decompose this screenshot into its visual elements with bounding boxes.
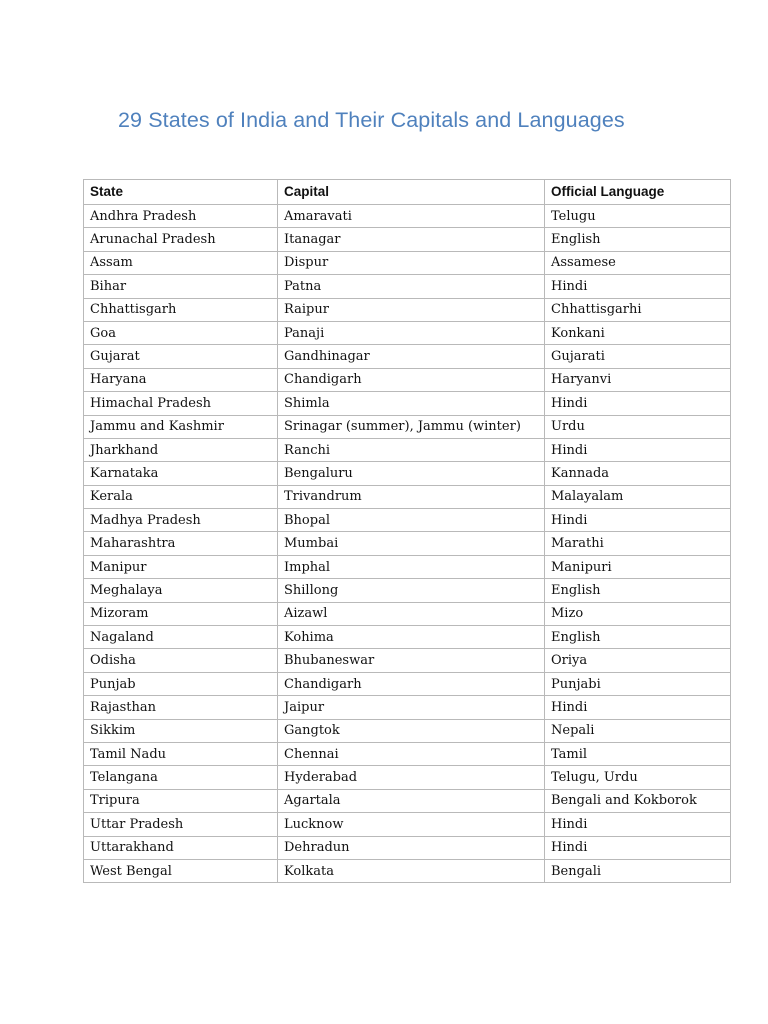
capital-cell: Chandigarh [278, 672, 545, 695]
state-cell: Chhattisgarh [84, 298, 278, 321]
table-row [84, 228, 731, 251]
capital-cell: Imphal [278, 555, 545, 578]
table-row [84, 368, 731, 391]
capital-cell: Hyderabad [278, 766, 545, 789]
capital-cell: Gandhinagar [278, 345, 545, 368]
state-cell: Gujarat [84, 345, 278, 368]
language-cell: Manipuri [545, 555, 731, 578]
table-row [84, 789, 731, 812]
state-cell: Madhya Pradesh [84, 509, 278, 532]
language-cell: Nepali [545, 719, 731, 742]
capital-cell: Kolkata [278, 859, 545, 882]
state-cell: Kerala [84, 485, 278, 508]
language-cell: Bengali [545, 859, 731, 882]
state-cell: Mizoram [84, 602, 278, 625]
table-row [84, 321, 731, 344]
language-cell: Hindi [545, 836, 731, 859]
capital-cell: Chandigarh [278, 368, 545, 391]
table-row [84, 836, 731, 859]
capital-cell: Panaji [278, 321, 545, 344]
language-cell: Haryanvi [545, 368, 731, 391]
state-cell: Rajasthan [84, 696, 278, 719]
capital-cell: Amaravati [278, 205, 545, 228]
table-row [84, 485, 731, 508]
table-row [84, 579, 731, 602]
table-row [84, 696, 731, 719]
table-row [84, 462, 731, 485]
language-cell: Urdu [545, 415, 731, 438]
header-official-language: Official Language [545, 180, 731, 205]
capital-cell: Lucknow [278, 813, 545, 836]
capital-cell: Agartala [278, 789, 545, 812]
table-row [84, 555, 731, 578]
states-table [83, 179, 731, 883]
language-cell: Hindi [545, 813, 731, 836]
table-row [84, 251, 731, 274]
table-row [84, 275, 731, 298]
capital-cell: Gangtok [278, 719, 545, 742]
language-cell: English [545, 228, 731, 251]
language-cell: Telugu, Urdu [545, 766, 731, 789]
state-cell: Meghalaya [84, 579, 278, 602]
page-title: 29 States of India and Their Capitals and Languages [118, 108, 625, 132]
state-cell: Punjab [84, 672, 278, 695]
table-row [84, 298, 731, 321]
table-row [84, 415, 731, 438]
capital-cell: Shimla [278, 392, 545, 415]
table-row [84, 742, 731, 765]
language-cell: Bengali and Kokborok [545, 789, 731, 812]
language-cell: Hindi [545, 438, 731, 461]
language-cell: English [545, 579, 731, 602]
language-cell: English [545, 626, 731, 649]
state-cell: Bihar [84, 275, 278, 298]
table-row [84, 438, 731, 461]
table-row [84, 602, 731, 625]
state-cell: Telangana [84, 766, 278, 789]
table-row [84, 345, 731, 368]
capital-cell: Raipur [278, 298, 545, 321]
capital-cell: Dehradun [278, 836, 545, 859]
state-cell: Arunachal Pradesh [84, 228, 278, 251]
table-row [84, 766, 731, 789]
language-cell: Punjabi [545, 672, 731, 695]
capital-cell: Patna [278, 275, 545, 298]
capital-cell: Shillong [278, 579, 545, 602]
state-cell: Goa [84, 321, 278, 344]
capital-cell: Chennai [278, 742, 545, 765]
language-cell: Telugu [545, 205, 731, 228]
state-cell: Odisha [84, 649, 278, 672]
table-row [84, 626, 731, 649]
table-row [84, 859, 731, 882]
state-cell: West Bengal [84, 859, 278, 882]
state-cell: Karnataka [84, 462, 278, 485]
language-cell: Mizo [545, 602, 731, 625]
language-cell: Hindi [545, 509, 731, 532]
table-row [84, 532, 731, 555]
language-cell: Gujarati [545, 345, 731, 368]
language-cell: Chhattisgarhi [545, 298, 731, 321]
capital-cell: Aizawl [278, 602, 545, 625]
language-cell: Assamese [545, 251, 731, 274]
capital-cell: Jaipur [278, 696, 545, 719]
header-state: State [84, 180, 278, 205]
capital-cell: Bhopal [278, 509, 545, 532]
capital-cell: Mumbai [278, 532, 545, 555]
language-cell: Hindi [545, 392, 731, 415]
state-cell: Nagaland [84, 626, 278, 649]
state-cell: Uttar Pradesh [84, 813, 278, 836]
language-cell: Hindi [545, 275, 731, 298]
capital-cell: Kohima [278, 626, 545, 649]
state-cell: Tripura [84, 789, 278, 812]
capital-cell: Itanagar [278, 228, 545, 251]
table-row [84, 672, 731, 695]
state-cell: Haryana [84, 368, 278, 391]
table-row [84, 392, 731, 415]
state-cell: Sikkim [84, 719, 278, 742]
header-capital: Capital [278, 180, 545, 205]
header-row [84, 180, 731, 205]
capital-cell: Ranchi [278, 438, 545, 461]
capital-cell: Srinagar (summer), Jammu (winter) [278, 415, 545, 438]
language-cell: Tamil [545, 742, 731, 765]
state-cell: Jharkhand [84, 438, 278, 461]
language-cell: Oriya [545, 649, 731, 672]
table-row [84, 813, 731, 836]
language-cell: Konkani [545, 321, 731, 344]
state-cell: Tamil Nadu [84, 742, 278, 765]
table-row [84, 649, 731, 672]
state-cell: Maharashtra [84, 532, 278, 555]
table-header [84, 180, 731, 205]
capital-cell: Dispur [278, 251, 545, 274]
language-cell: Marathi [545, 532, 731, 555]
state-cell: Himachal Pradesh [84, 392, 278, 415]
table-row [84, 719, 731, 742]
state-cell: Andhra Pradesh [84, 205, 278, 228]
table-row [84, 509, 731, 532]
language-cell: Kannada [545, 462, 731, 485]
table-body [84, 205, 731, 883]
state-cell: Jammu and Kashmir [84, 415, 278, 438]
table-row [84, 205, 731, 228]
state-cell: Assam [84, 251, 278, 274]
capital-cell: Bengaluru [278, 462, 545, 485]
state-cell: Uttarakhand [84, 836, 278, 859]
capital-cell: Bhubaneswar [278, 649, 545, 672]
language-cell: Hindi [545, 696, 731, 719]
language-cell: Malayalam [545, 485, 731, 508]
capital-cell: Trivandrum [278, 485, 545, 508]
state-cell: Manipur [84, 555, 278, 578]
